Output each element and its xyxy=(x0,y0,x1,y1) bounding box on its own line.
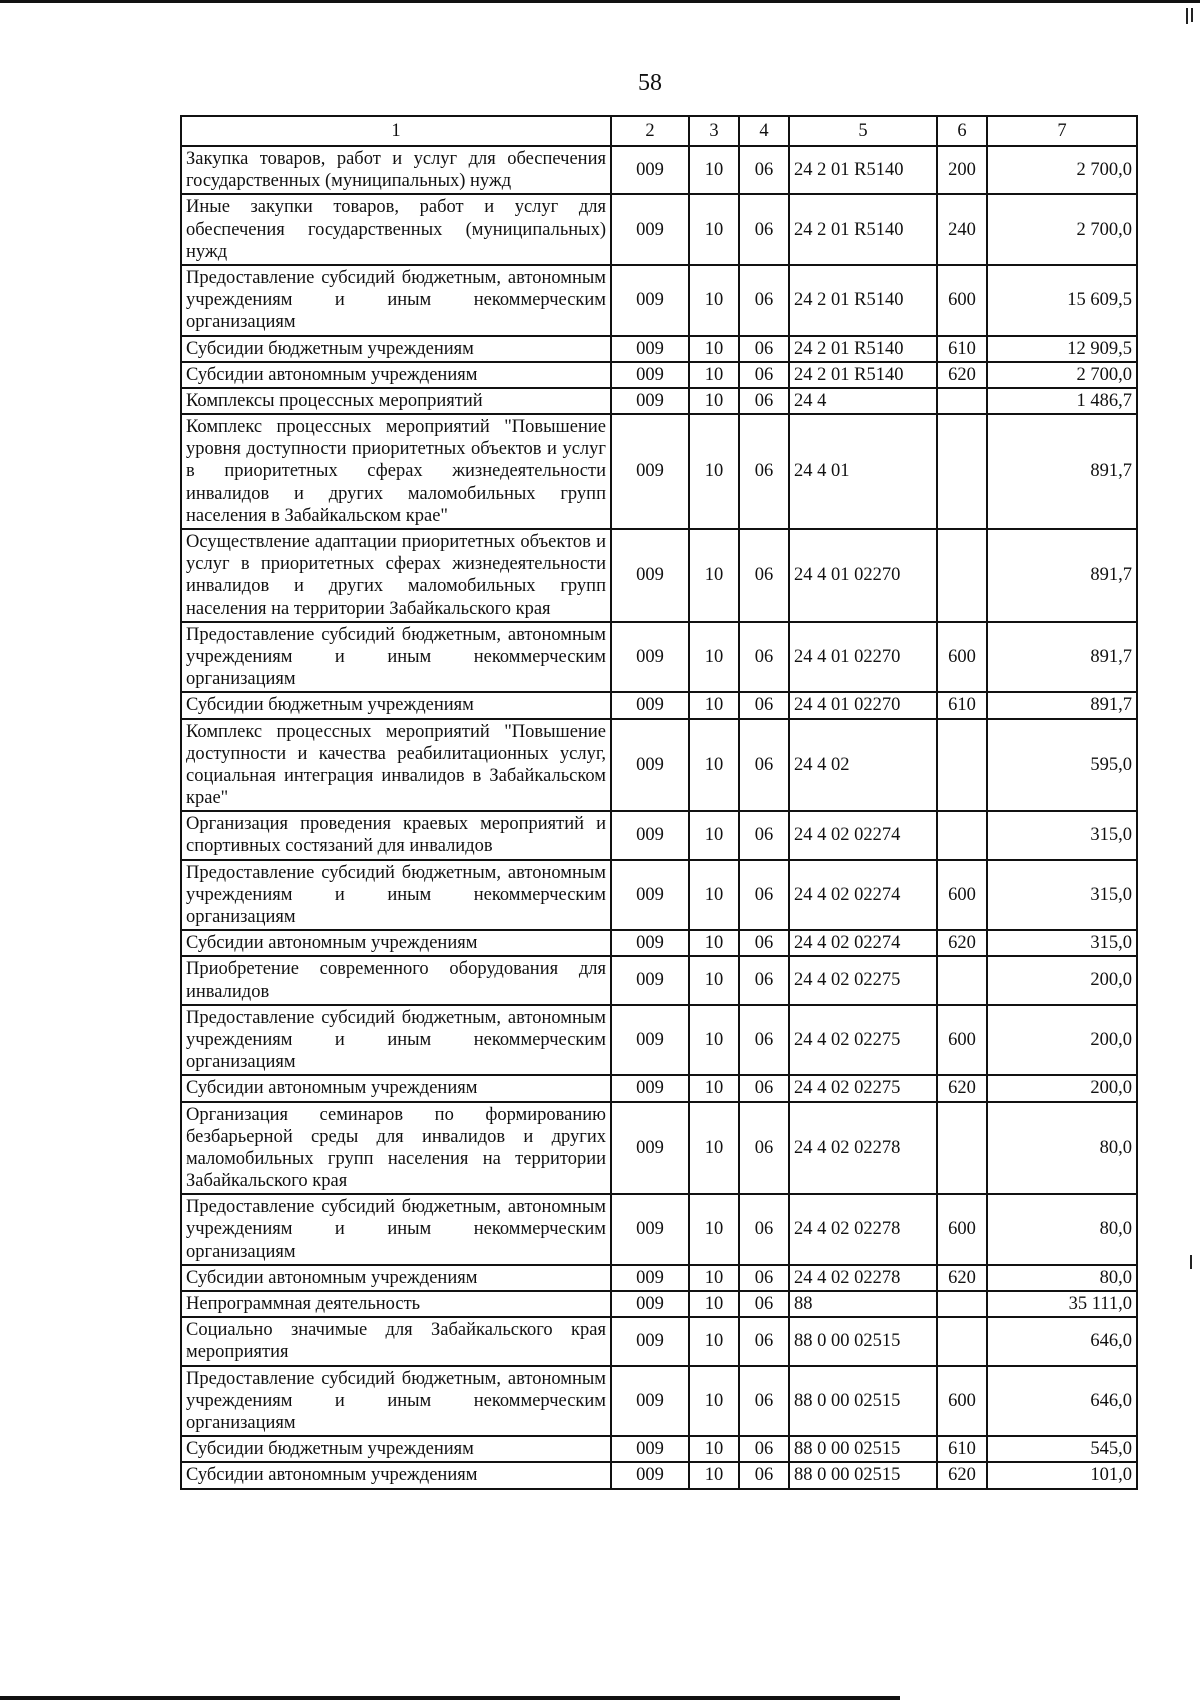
description-cell: Субсидии автономным учреждениям xyxy=(181,1265,611,1291)
description-cell: Субсидии бюджетным учреждениям xyxy=(181,336,611,362)
table-row xyxy=(181,1265,1137,1291)
target-article-cell: 24 4 02 02278 xyxy=(789,1102,937,1195)
amount-cell: 12 909,5 xyxy=(987,336,1137,362)
table-row xyxy=(181,362,1137,388)
target-article-cell: 24 4 02 02275 xyxy=(789,956,937,1004)
amount-cell: 80,0 xyxy=(987,1102,1137,1195)
amount-cell: 200,0 xyxy=(987,1075,1137,1101)
expense-type-cell: 610 xyxy=(937,1436,987,1462)
ministry-code-cell: 009 xyxy=(611,388,689,414)
expense-type-cell: 600 xyxy=(937,860,987,931)
section-cell: 10 xyxy=(689,414,739,529)
amount-cell: 2 700,0 xyxy=(987,146,1137,194)
amount-cell: 200,0 xyxy=(987,956,1137,1004)
header-col-2: 2 xyxy=(611,116,689,146)
expense-type-cell xyxy=(937,719,987,812)
subsection-cell: 06 xyxy=(739,811,789,859)
ministry-code-cell: 009 xyxy=(611,1265,689,1291)
table-row xyxy=(181,1462,1137,1488)
table-row xyxy=(181,811,1137,859)
expense-type-cell: 240 xyxy=(937,194,987,265)
ministry-code-cell: 009 xyxy=(611,719,689,812)
expense-type-cell: 620 xyxy=(937,1265,987,1291)
ministry-code-cell: 009 xyxy=(611,414,689,529)
description-cell: Организация семинаров по формированию безбарьерной среды для инвалидов и других маломобильных групп населения на территории Забайкальского края xyxy=(181,1102,611,1195)
section-cell: 10 xyxy=(689,1436,739,1462)
table-row xyxy=(181,1102,1137,1195)
table-row xyxy=(181,529,1137,622)
table-row xyxy=(181,1436,1137,1462)
table-row xyxy=(181,956,1137,1004)
expense-type-cell xyxy=(937,414,987,529)
description-cell: Комплексы процессных мероприятий xyxy=(181,388,611,414)
ministry-code-cell: 009 xyxy=(611,1075,689,1101)
target-article-cell: 88 0 00 02515 xyxy=(789,1436,937,1462)
expense-type-cell xyxy=(937,1317,987,1365)
ministry-code-cell: 009 xyxy=(611,194,689,265)
description-cell: Субсидии бюджетным учреждениям xyxy=(181,692,611,718)
section-cell: 10 xyxy=(689,1366,739,1437)
description-cell: Комплекс процессных мероприятий "Повышение доступности и качества реабилитационных услуг, социальная интеграция инвалидов в Забайкальском крае" xyxy=(181,719,611,812)
expense-type-cell xyxy=(937,811,987,859)
target-article-cell: 24 4 01 02270 xyxy=(789,529,937,622)
target-article-cell: 24 2 01 R5140 xyxy=(789,336,937,362)
ministry-code-cell: 009 xyxy=(611,336,689,362)
amount-cell: 891,7 xyxy=(987,414,1137,529)
scan-top-border xyxy=(0,0,1200,3)
amount-cell: 891,7 xyxy=(987,529,1137,622)
table-row xyxy=(181,414,1137,529)
ministry-code-cell: 009 xyxy=(611,622,689,693)
header-col-7: 7 xyxy=(987,116,1137,146)
target-article-cell: 24 4 02 02278 xyxy=(789,1194,937,1265)
subsection-cell: 06 xyxy=(739,1102,789,1195)
target-article-cell: 24 2 01 R5140 xyxy=(789,146,937,194)
amount-cell: 80,0 xyxy=(987,1265,1137,1291)
section-cell: 10 xyxy=(689,388,739,414)
table-row xyxy=(181,388,1137,414)
ministry-code-cell: 009 xyxy=(611,265,689,336)
expense-type-cell: 200 xyxy=(937,146,987,194)
ministry-code-cell: 009 xyxy=(611,146,689,194)
scan-edge-mark xyxy=(1186,8,1188,24)
amount-cell: 1 486,7 xyxy=(987,388,1137,414)
amount-cell: 200,0 xyxy=(987,1005,1137,1076)
target-article-cell: 24 2 01 R5140 xyxy=(789,265,937,336)
section-cell: 10 xyxy=(689,265,739,336)
amount-cell: 35 111,0 xyxy=(987,1291,1137,1317)
description-cell: Предоставление субсидий бюджетным, автономным учреждениям и иным некоммерческим организациям xyxy=(181,1005,611,1076)
section-cell: 10 xyxy=(689,194,739,265)
subsection-cell: 06 xyxy=(739,956,789,1004)
subsection-cell: 06 xyxy=(739,719,789,812)
subsection-cell: 06 xyxy=(739,1075,789,1101)
description-cell: Предоставление субсидий бюджетным, автономным учреждениям и иным некоммерческим организациям xyxy=(181,1366,611,1437)
subsection-cell: 06 xyxy=(739,336,789,362)
table-row xyxy=(181,146,1137,194)
ministry-code-cell: 009 xyxy=(611,1462,689,1488)
section-cell: 10 xyxy=(689,811,739,859)
expense-type-cell xyxy=(937,956,987,1004)
section-cell: 10 xyxy=(689,956,739,1004)
table-row xyxy=(181,1194,1137,1265)
subsection-cell: 06 xyxy=(739,1317,789,1365)
section-cell: 10 xyxy=(689,860,739,931)
subsection-cell: 06 xyxy=(739,414,789,529)
expense-type-cell: 620 xyxy=(937,1075,987,1101)
section-cell: 10 xyxy=(689,529,739,622)
subsection-cell: 06 xyxy=(739,1194,789,1265)
description-cell: Субсидии автономным учреждениям xyxy=(181,1075,611,1101)
description-cell: Социально значимые для Забайкальского края мероприятия xyxy=(181,1317,611,1365)
table-row xyxy=(181,622,1137,693)
ministry-code-cell: 009 xyxy=(611,1436,689,1462)
amount-cell: 891,7 xyxy=(987,692,1137,718)
expense-type-cell: 610 xyxy=(937,692,987,718)
ministry-code-cell: 009 xyxy=(611,529,689,622)
subsection-cell: 06 xyxy=(739,362,789,388)
description-cell: Предоставление субсидий бюджетным, автономным учреждениям и иным некоммерческим организациям xyxy=(181,1194,611,1265)
description-cell: Субсидии автономным учреждениям xyxy=(181,1462,611,1488)
amount-cell: 101,0 xyxy=(987,1462,1137,1488)
expense-type-cell: 600 xyxy=(937,1005,987,1076)
description-cell: Субсидии бюджетным учреждениям xyxy=(181,1436,611,1462)
header-col-3: 3 xyxy=(689,116,739,146)
ministry-code-cell: 009 xyxy=(611,930,689,956)
amount-cell: 545,0 xyxy=(987,1436,1137,1462)
ministry-code-cell: 009 xyxy=(611,1366,689,1437)
target-article-cell: 24 2 01 R5140 xyxy=(789,362,937,388)
subsection-cell: 06 xyxy=(739,1436,789,1462)
section-cell: 10 xyxy=(689,1291,739,1317)
description-cell: Закупка товаров, работ и услуг для обеспечения государственных (муниципальных) нужд xyxy=(181,146,611,194)
section-cell: 10 xyxy=(689,1005,739,1076)
subsection-cell: 06 xyxy=(739,930,789,956)
subsection-cell: 06 xyxy=(739,1265,789,1291)
section-cell: 10 xyxy=(689,146,739,194)
table-row xyxy=(181,930,1137,956)
target-article-cell: 88 xyxy=(789,1291,937,1317)
header-col-4: 4 xyxy=(739,116,789,146)
budget-table xyxy=(180,115,1138,1490)
subsection-cell: 06 xyxy=(739,529,789,622)
description-cell: Комплекс процессных мероприятий "Повышение уровня доступности приоритетных объектов и услуг в приоритетных сферах жизнедеятельности инвалидов и других маломобильных групп населения в Забайкальском крае" xyxy=(181,414,611,529)
expense-type-cell xyxy=(937,1102,987,1195)
section-cell: 10 xyxy=(689,1194,739,1265)
target-article-cell: 24 4 01 xyxy=(789,414,937,529)
ministry-code-cell: 009 xyxy=(611,811,689,859)
subsection-cell: 06 xyxy=(739,1462,789,1488)
ministry-code-cell: 009 xyxy=(611,1005,689,1076)
subsection-cell: 06 xyxy=(739,265,789,336)
table-row xyxy=(181,692,1137,718)
header-col-5: 5 xyxy=(789,116,937,146)
subsection-cell: 06 xyxy=(739,388,789,414)
table-row xyxy=(181,1291,1137,1317)
amount-cell: 15 609,5 xyxy=(987,265,1137,336)
amount-cell: 891,7 xyxy=(987,622,1137,693)
ministry-code-cell: 009 xyxy=(611,692,689,718)
expense-type-cell: 600 xyxy=(937,265,987,336)
table-header xyxy=(181,116,1137,146)
section-cell: 10 xyxy=(689,930,739,956)
scan-edge-mark xyxy=(1190,1255,1192,1269)
subsection-cell: 06 xyxy=(739,860,789,931)
description-cell: Иные закупки товаров, работ и услуг для обеспечения государственных (муниципальных) нужд xyxy=(181,194,611,265)
subsection-cell: 06 xyxy=(739,622,789,693)
section-cell: 10 xyxy=(689,1075,739,1101)
section-cell: 10 xyxy=(689,362,739,388)
target-article-cell: 24 4 01 02270 xyxy=(789,622,937,693)
section-cell: 10 xyxy=(689,719,739,812)
description-cell: Предоставление субсидий бюджетным, автономным учреждениям и иным некоммерческим организациям xyxy=(181,265,611,336)
table-row xyxy=(181,194,1137,265)
target-article-cell: 24 4 02 02275 xyxy=(789,1005,937,1076)
header-col-6: 6 xyxy=(937,116,987,146)
amount-cell: 646,0 xyxy=(987,1366,1137,1437)
description-cell: Предоставление субсидий бюджетным, автономным учреждениям и иным некоммерческим организациям xyxy=(181,622,611,693)
description-cell: Субсидии автономным учреждениям xyxy=(181,362,611,388)
scan-bottom-border xyxy=(0,1696,900,1700)
table-row xyxy=(181,265,1137,336)
subsection-cell: 06 xyxy=(739,1005,789,1076)
description-cell: Предоставление субсидий бюджетным, автономным учреждениям и иным некоммерческим организациям xyxy=(181,860,611,931)
table-body xyxy=(181,146,1137,1489)
table-row xyxy=(181,860,1137,931)
section-cell: 10 xyxy=(689,336,739,362)
section-cell: 10 xyxy=(689,1317,739,1365)
description-cell: Непрограммная деятельность xyxy=(181,1291,611,1317)
section-cell: 10 xyxy=(689,1102,739,1195)
section-cell: 10 xyxy=(689,1462,739,1488)
expense-type-cell xyxy=(937,388,987,414)
expense-type-cell xyxy=(937,1291,987,1317)
ministry-code-cell: 009 xyxy=(611,362,689,388)
target-article-cell: 24 4 02 02278 xyxy=(789,1265,937,1291)
expense-type-cell: 610 xyxy=(937,336,987,362)
section-cell: 10 xyxy=(689,692,739,718)
ministry-code-cell: 009 xyxy=(611,860,689,931)
target-article-cell: 24 4 02 02275 xyxy=(789,1075,937,1101)
subsection-cell: 06 xyxy=(739,1366,789,1437)
amount-cell: 2 700,0 xyxy=(987,194,1137,265)
amount-cell: 315,0 xyxy=(987,811,1137,859)
description-cell: Организация проведения краевых мероприятий и спортивных состязаний для инвалидов xyxy=(181,811,611,859)
expense-type-cell: 600 xyxy=(937,622,987,693)
ministry-code-cell: 009 xyxy=(611,1102,689,1195)
scan-edge-mark xyxy=(1191,8,1193,22)
target-article-cell: 24 4 02 02274 xyxy=(789,811,937,859)
subsection-cell: 06 xyxy=(739,194,789,265)
section-cell: 10 xyxy=(689,622,739,693)
description-cell: Осуществление адаптации приоритетных объектов и услуг в приоритетных сферах жизнедеятельности инвалидов и других маломобильных групп населения на территории Забайкальского края xyxy=(181,529,611,622)
section-cell: 10 xyxy=(689,1265,739,1291)
target-article-cell: 24 4 02 02274 xyxy=(789,930,937,956)
subsection-cell: 06 xyxy=(739,1291,789,1317)
description-cell: Субсидии автономным учреждениям xyxy=(181,930,611,956)
target-article-cell: 24 4 01 02270 xyxy=(789,692,937,718)
amount-cell: 315,0 xyxy=(987,860,1137,931)
description-cell: Приобретение современного оборудования для инвалидов xyxy=(181,956,611,1004)
target-article-cell: 24 2 01 R5140 xyxy=(789,194,937,265)
target-article-cell: 24 4 02 02274 xyxy=(789,860,937,931)
table-row xyxy=(181,719,1137,812)
header-row xyxy=(181,116,1137,146)
amount-cell: 80,0 xyxy=(987,1194,1137,1265)
ministry-code-cell: 009 xyxy=(611,1291,689,1317)
header-col-1: 1 xyxy=(181,116,611,146)
table-row xyxy=(181,1075,1137,1101)
expense-type-cell: 620 xyxy=(937,930,987,956)
expense-type-cell: 620 xyxy=(937,1462,987,1488)
amount-cell: 2 700,0 xyxy=(987,362,1137,388)
target-article-cell: 88 0 00 02515 xyxy=(789,1366,937,1437)
ministry-code-cell: 009 xyxy=(611,1317,689,1365)
expense-type-cell xyxy=(937,529,987,622)
target-article-cell: 24 4 02 xyxy=(789,719,937,812)
expense-type-cell: 600 xyxy=(937,1194,987,1265)
table-row xyxy=(181,1366,1137,1437)
expense-type-cell: 620 xyxy=(937,362,987,388)
page-number: 58 xyxy=(638,70,662,96)
amount-cell: 315,0 xyxy=(987,930,1137,956)
table-row xyxy=(181,336,1137,362)
expense-type-cell: 600 xyxy=(937,1366,987,1437)
subsection-cell: 06 xyxy=(739,146,789,194)
table-row xyxy=(181,1317,1137,1365)
target-article-cell: 88 0 00 02515 xyxy=(789,1317,937,1365)
subsection-cell: 06 xyxy=(739,692,789,718)
target-article-cell: 24 4 xyxy=(789,388,937,414)
ministry-code-cell: 009 xyxy=(611,956,689,1004)
amount-cell: 646,0 xyxy=(987,1317,1137,1365)
table-row xyxy=(181,1005,1137,1076)
amount-cell: 595,0 xyxy=(987,719,1137,812)
ministry-code-cell: 009 xyxy=(611,1194,689,1265)
target-article-cell: 88 0 00 02515 xyxy=(789,1462,937,1488)
